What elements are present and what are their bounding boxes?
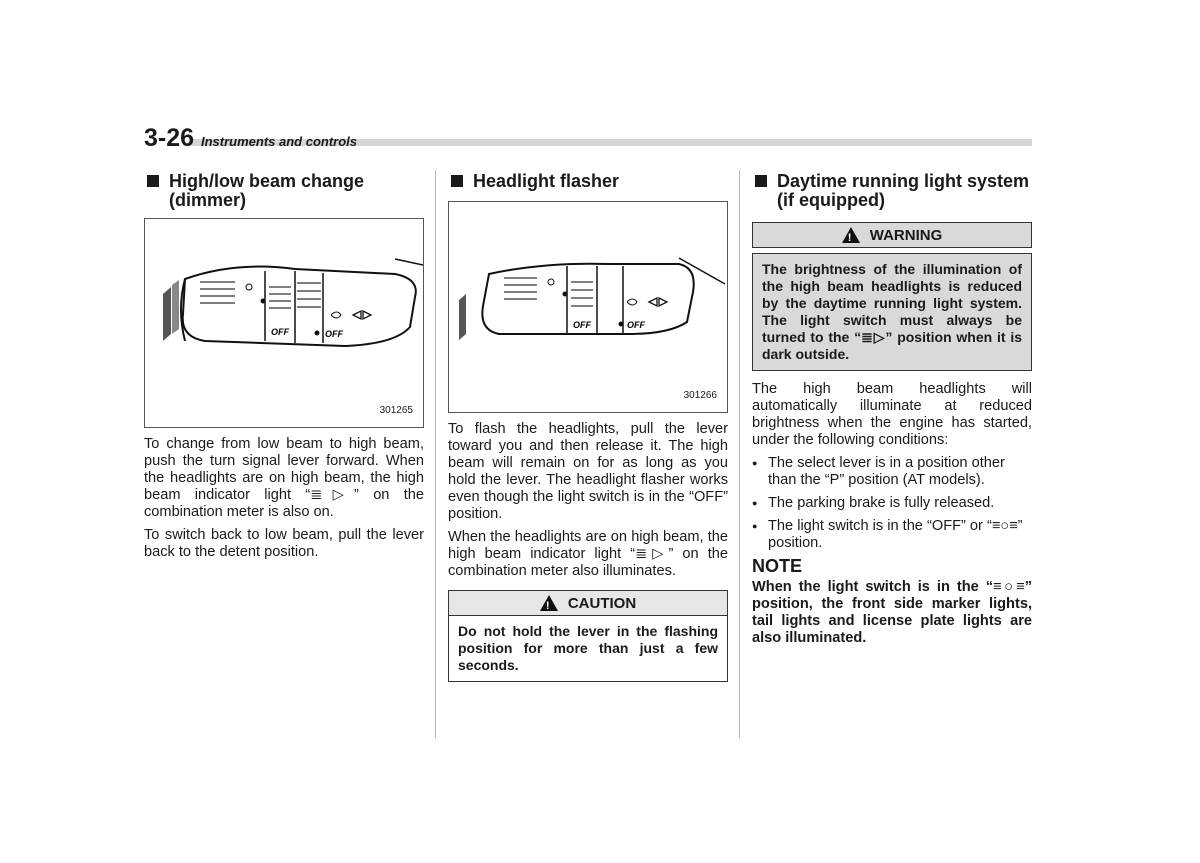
bullet-icon: ● — [752, 521, 758, 531]
column-1 — [144, 172, 424, 567]
heading-flasher: Headlight flasher — [448, 172, 728, 191]
paragraph: To flash the headlights, pull the lever toward you and then release it. The high beam will remain on for as long as you hold the lever. The headlight flasher works even though the light switch is in the “OFF” position. — [448, 421, 728, 522]
warning-triangle-icon: ! — [540, 595, 558, 611]
warning-triangle-icon: ! — [842, 227, 860, 243]
figure-number: 301265 — [379, 405, 413, 416]
column-3 — [752, 172, 1032, 647]
paragraph: The high beam headlights will automatically illuminate at reduced brightness when the engine has started, under the following conditions: — [752, 381, 1032, 448]
page-number: 3-26 — [144, 124, 195, 152]
off-label: OFF — [627, 320, 645, 330]
heading-bullet-icon — [755, 175, 767, 187]
off-label: OFF — [573, 320, 591, 330]
paragraph: To switch back to low beam, pull the lever back to the detent position. — [144, 527, 424, 560]
warning-box-body: The brightness of the illumination of the high beam headlights is reduced by the daytime running light system. The light switch must always be turned to the “≣▷” position when it is dark outside. — [752, 253, 1032, 371]
section-title: Instruments and controls — [201, 134, 358, 149]
warning-box-title: ! WARNING — [752, 222, 1032, 248]
heading-bullet-icon — [451, 175, 463, 187]
off-label: OFF — [325, 329, 343, 339]
caution-box-body: Do not hold the lever in the flashing position for more than just a few seconds. — [448, 616, 728, 682]
lever-illustration — [145, 219, 423, 427]
caution-box-title: ! CAUTION — [448, 590, 728, 616]
note-title: NOTE — [752, 556, 803, 576]
column-divider — [739, 170, 740, 738]
bullet-icon: ● — [752, 498, 758, 508]
heading-dimmer: High/low beam change (dimmer) — [144, 172, 424, 210]
list-item: ● The select lever is in a position other than the “P” position (AT models). — [752, 455, 1005, 488]
lever-illustration — [449, 202, 727, 412]
paragraph: When the headlights are on high beam, the high beam indicator light “≣▷” on the combination meter also illuminates. — [448, 529, 728, 579]
off-label: OFF — [271, 327, 289, 337]
note-body: When the light switch is in the “≡○≡” position, the front side marker lights, tail lights and license plate lights are also illuminated. — [752, 579, 1032, 646]
figure-lever-flasher — [448, 201, 728, 413]
list-item: ● The light switch is in the “OFF” or “≡○≡” position. — [752, 518, 1023, 551]
paragraph: To change from low beam to high beam, push the turn signal lever forward. When the headlights are on high beam, the high beam indicator light “≣▷” on the combination meter is also on. — [144, 436, 424, 520]
column-divider — [435, 170, 436, 738]
figure-number: 301266 — [683, 390, 717, 401]
bullet-icon: ● — [752, 458, 758, 468]
figure-lever-dimmer — [144, 218, 424, 428]
list-item: ● The parking brake is fully released. — [752, 495, 995, 511]
heading-bullet-icon — [147, 175, 159, 187]
heading-drl: Daytime running light system (if equipped) — [752, 172, 1032, 210]
column-2 — [448, 172, 728, 682]
